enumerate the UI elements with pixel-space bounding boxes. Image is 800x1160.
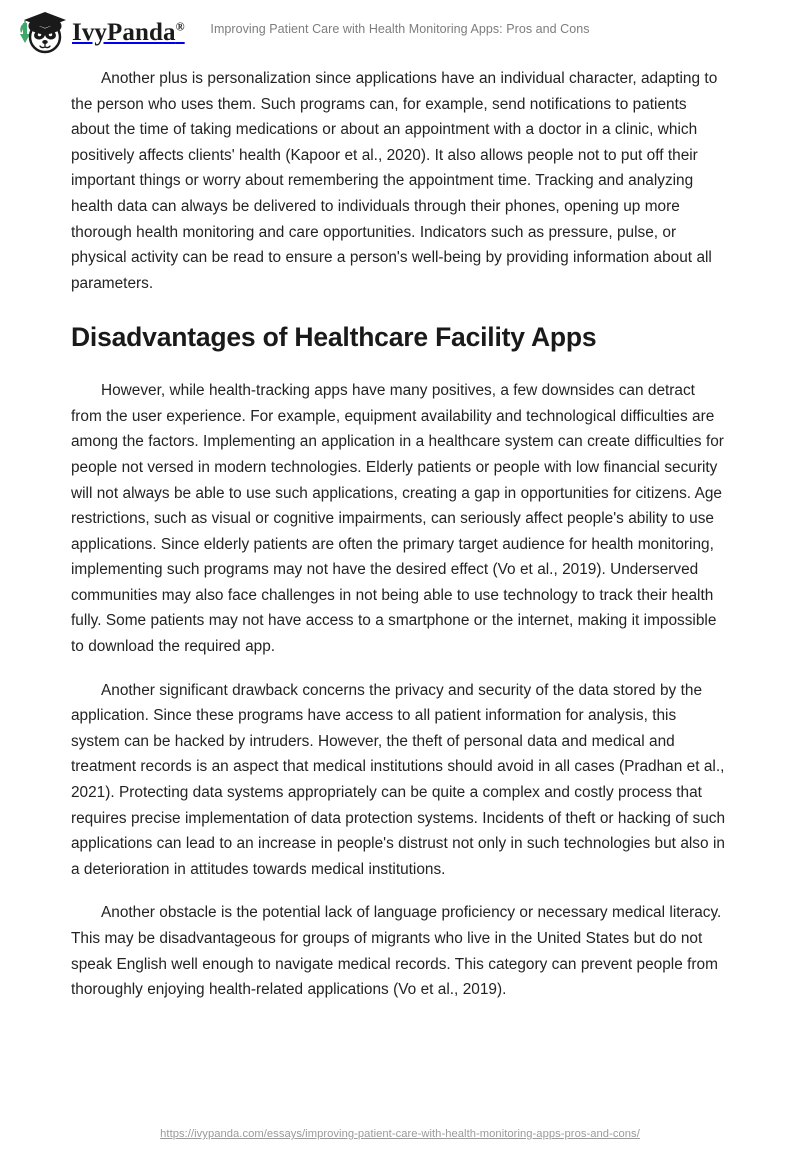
paragraph-personalization: Another plus is personalization since applications have an individual character, adapting to the person who uses them. Such programs can, for example, send notifications to patients about the time of taking medications or about an appointment with a doctor in a clinic, which positively affects clients' health (Kapoor et al., 2020). It also allows people not to put off their important things or worry about remembering the appointment time. Tracking and analyzing health data can always be delivered to individuals through their phones, opening up more thorough health monitoring and care opportunities. Indicators such as pressure, pulse, or physical activity can be read to ensure a person's well-being by providing information about all parameters. — [71, 70, 718, 292]
source-url-link[interactable]: https://ivypanda.com/essays/improving-patient-care-with-health-monitoring-apps-pros-and-cons/ — [160, 1128, 640, 1140]
registered-trademark-symbol: ® — [175, 19, 185, 34]
paragraph-privacy-security: Another significant drawback concerns the privacy and security of the data stored by the application. Since these programs have access to all patient information for analysis, this system can be hacked by intruders. However, the theft of personal data and medical and treatment records is an aspect that medical institutions should avoid in all cases (Pradhan et al., 2021). Protecting data systems appropriately can be quite a complex and costly process that requires precise implementation of data protection systems. Incidents of theft or hacking of such applications can lead to an increase in people's distrust not only in such technologies but also in a deterioration in attitudes towards medical institutions. — [71, 681, 726, 878]
document-body — [71, 66, 729, 1021]
paragraph-downsides: However, while health-tracking apps have many positives, a few downsides can detract from the user experience. For example, equipment availability and technological difficulties are among the factors. Implementing an application in a healthcare system can create difficulties for people not versed in modern technologies. Elderly patients or people with low financial security will not always be able to use such applications, creating a gap in opportunities for citizens. Age restrictions, such as visual or cognitive impairments, can seriously affect people's ability to use applications. Since elderly patients are often the primary target audience for health monitoring, implementing such programs may not have the desired effect (Vo et al., 2019). Underserved communities may also face challenges in not being able to use technology to track their health fully. Some patients may not have access to a smartphone or the internet, making it impossible to download the required app. — [71, 382, 724, 656]
section-heading-disadvantages: Disadvantages of Healthcare Facility Apps — [71, 322, 597, 353]
paragraph-language-literacy: Another obstacle is the potential lack of language proficiency or necessary medical literacy. This may be disadvantageous for groups of migrants who live in the United States but do not speak English well enough to navigate medical records. This category can prevent people from thoroughly enjoying health-related applications (Vo et al., 2019). — [71, 904, 722, 999]
brand-name-text: IvyPanda® — [72, 18, 185, 46]
document-title-header: Improving Patient Care with Health Monitoring Apps: Pros and Cons — [210, 22, 590, 36]
page-footer — [0, 1124, 800, 1142]
page-header — [0, 0, 800, 62]
